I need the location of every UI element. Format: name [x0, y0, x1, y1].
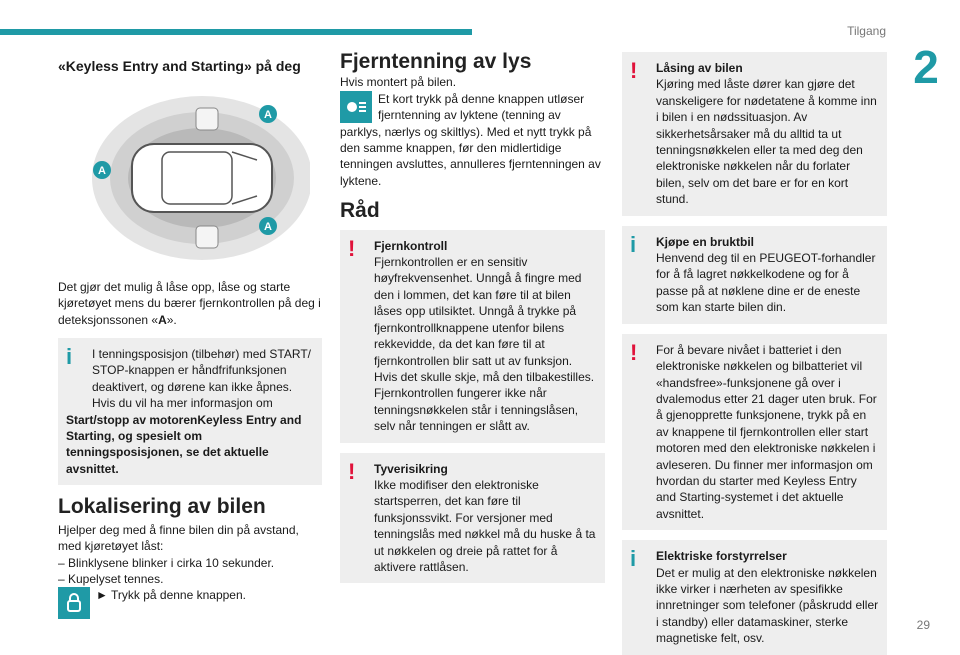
warning-icon: !: [630, 58, 638, 83]
warning-icon: !: [348, 235, 356, 261]
rad-heading: Råd: [340, 199, 380, 223]
warning-box-fjernkontroll: ! Fjernkontroll Fjernkontrollen er en sensitiv høyfrekvensenhet. Unngå å fingre med den i lommen, det kan føre til at bilen låses opp utilsiktet. Unngå å trykke på fjernkontrollknappene utenfor bilens rekkevidde, da det kan føre til at fjernkontrollen blir satt ut av funksjon. Hvis det skulle skje, må den tilbakestilles. Fjernkontrollen fungerer ikke når tenningsnøkkelen står i tenningslåsen, selv når tenningen er slått av.: [340, 230, 605, 443]
fjern-heading: Fjerntenning av lys: [340, 50, 532, 73]
warning-icon: !: [630, 339, 638, 365]
header-accent-bar: [0, 29, 472, 35]
zone-label-a: A: [98, 165, 106, 178]
list-item: – Kupelyset tennes.: [58, 571, 164, 586]
light-button-icon: [340, 91, 372, 123]
info-icon: i: [630, 546, 637, 572]
info-box-bruktbil: i Kjøpe en bruktbil Henvend deg til en PEUGEOT-forhandler for å få lagret nøkkelkodene og for å passe på at nøklene dine er de eneste som kan starte bilen din.: [622, 226, 887, 324]
chapter-number: 2: [892, 44, 960, 90]
warning-icon: !: [348, 458, 356, 484]
section-name: Tilgang: [847, 24, 886, 38]
lokal-intro: Hjelper deg med å finne bilen din på avstand, med kjøretøyet låst:: [58, 522, 299, 554]
column-2: [340, 48, 605, 583]
zone-label-a: A: [264, 221, 272, 234]
info-icon: i: [66, 344, 73, 370]
fjern-cont: parklys, nærlys og skiltlys). Med et nytt trykk på den samme knappen, før den midlertidige tenningen avsluttes, annulleres fjerntenningen av lyktene.: [340, 124, 601, 188]
key-fob-icon: [196, 226, 218, 248]
lokal-heading: Lokalisering av bilen: [58, 495, 266, 519]
list-item: – Blinklysene blinker i cirka 10 sekunder.: [58, 555, 275, 570]
lock-button-icon: [58, 587, 90, 619]
keyless-intro: Det gjør det mulig å låse opp, låse og starte kjøretøyet mens du bærer fjernkontrollen på deg i deteksjonssonen «A».: [58, 279, 321, 327]
key-fob-icon: [196, 108, 218, 130]
fjern-btn-text: Et kort trykk på denne knappen utløser fjerntenning av lyktene (tenning av: [378, 91, 585, 123]
zone-label-a: A: [264, 109, 272, 122]
info-box-ignition: i I tenningsposisjon (tilbehør) med START/ STOP-knappen er håndfrifunksjonen deaktivert, og dørene kan ikke åpnes. Hvis du vil ha mer informasjon om Start/stopp av motorenKeyless Entry and Starting, og spesielt om tenningsposisjonen, se det aktuelle avsnittet.: [58, 338, 322, 485]
page-number: 29: [916, 618, 930, 632]
warning-box-tyveri: ! Tyverisikring Ikke modifiser den elektroniske startsperren, det kan føre til funksjonssvikt. For versjoner med tenningslås med nøkkel må du huske å ta ut nøkkelen og dreie på rattet for å aktivere rattlåsen.: [340, 453, 605, 584]
warning-box-lasing: ! Låsing av bilen Kjøring med låste dører kan gjøre det vanskeligere for nødetatene å komme inn i bilen i en nødssituasjon. Av sikkerhetsårsaker må du alltid ta ut tenningsnøkkelen eller ta med deg den elektroniske nøkkelen når du forlater bilen, selv om det bare er for en kort stund.: [622, 52, 887, 216]
fjern-intro: Hvis montert på bilen.: [340, 75, 457, 90]
column-3: [622, 48, 887, 655]
keyless-zone-diagram: [72, 94, 310, 262]
info-box-forstyrrelser: i Elektriske forstyrrelser Det er mulig at den elektroniske nøkkelen ikke virker i nærheten av spesifikke innretninger som telefoner (påskrudd eller i standby) eller datamaskiner, sterke magnetiske felt, osv.: [622, 540, 887, 654]
info-icon: i: [630, 231, 637, 257]
lokal-action: ► Trykk på denne knappen.: [96, 588, 246, 603]
column-1: [58, 48, 322, 619]
keyless-title: «Keyless Entry and Starting» på deg: [58, 58, 301, 74]
warning-box-batteri: ! For å bevare nivået i batteriet i den elektroniske nøkkelen og bilbatteriet vil «handsfree»-funksjonene gå over i dvalemodus etter 21 dager uten bruk. For å gjenopprette funksjonene, trykk på en av knappene til fjernkontrollen eller start motoren med den elektroniske nøkkelen i avleseren. Du finner mer informasjon om hvordan du starter med Keyless Entry and Starting-systemet i det aktuelle avsnittet.: [622, 334, 887, 530]
